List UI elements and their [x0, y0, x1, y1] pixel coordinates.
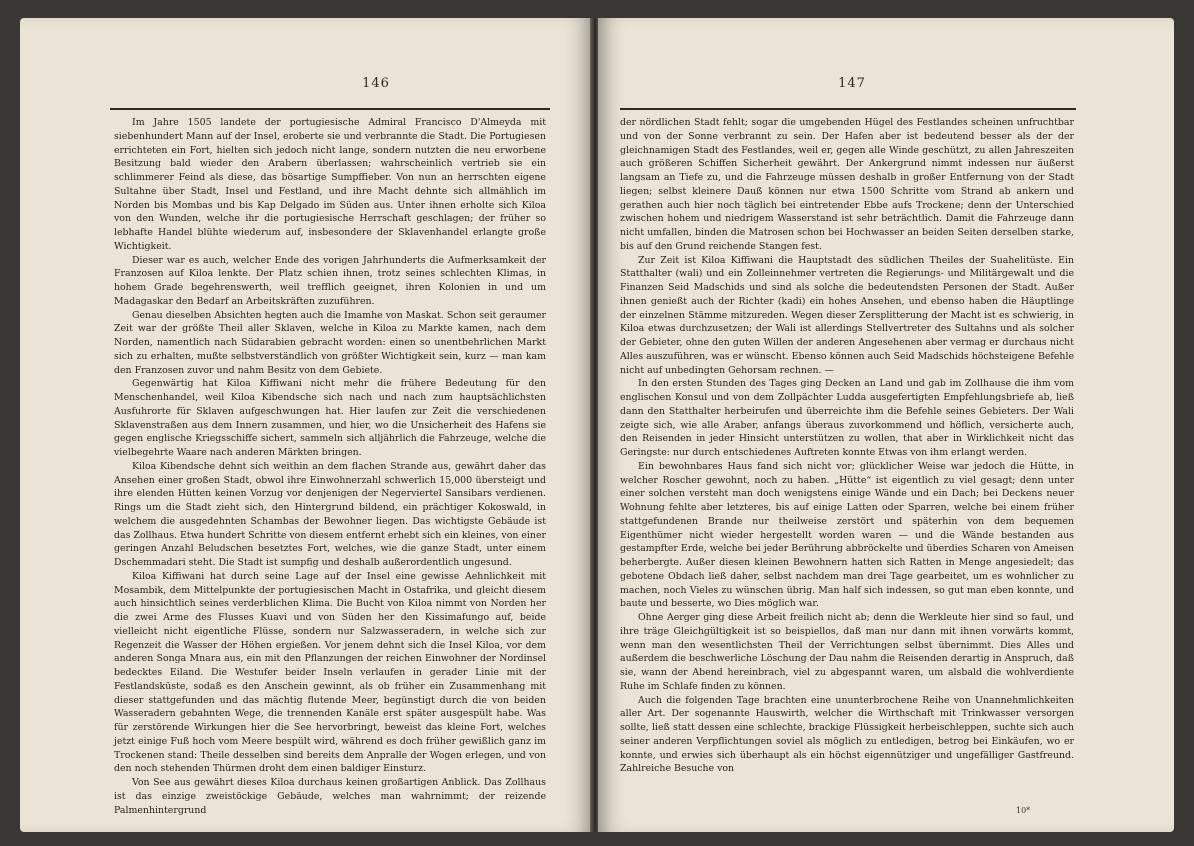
signature-mark: 10*	[1016, 806, 1031, 815]
paragraph: Kiloa Kibendsche dehnt sich weithin an dem flachen Strande aus, gewährt daher das Ansehen einer großen Stadt, obwol ihre Einwohnerzahl schwerlich 15,000 übersteigt und ihre elenden Hütten keinen Vorzug vor denjenigen der Negerviertel Sansibars verdienen. Rings um die Stadt zieht sich, den Hintergrund bildend, ein prächtiger Kokoswald, in welchem die ausgedehnten Schambas der Bewohner liegen. Das wichtigste Gebäude ist das Zollhaus. Etwa hundert Schritte von diesem entfernt erhebt sich ein kleines, von einer geringen Anzahl Beludschen besetztes Fort, welches, wie die ganze Stadt, unter einem Dschemmadari steht. Die Stadt ist sumpfig und deshalb außerordentlich ungesund.	[114, 460, 546, 568]
paragraph: Auch die folgenden Tage brachten eine ununterbrochene Reihe von Unannehmlichkeiten aller Art. Der sogenannte Hauswirth, welcher die Wirthschaft mit Trinkwasser versorgen sollte, ließ statt dessen eine schlechte, brackige Flüssigkeit herbeischleppen, suchte sich auch seiner anderen Verpflichtungen soviel als möglich zu entledigen, betrog bei Einkäufen, wo er konnte, und erwies sich überhaupt als ein höchst eigennütziger und ungefälliger Gastfreund. Zahlreiche Besuche von	[620, 694, 1074, 775]
page-number-left: 146	[362, 76, 390, 91]
paragraph: Kiloa Kiffiwani hat durch seine Lage auf der Insel eine gewisse Aehnlichkeit mit Mosambik, dem Mittelpunkte der portugiesischen Macht in Ostafrika, und gleicht diesem auch hinsichtlich seines verderblichen Klima. Die Bucht von Kiloa nimmt von Norden her die zwei Arme des Flusses Kuavi und von Süden her den Kissimafungo auf, beide vielleicht nicht eigentliche Flüsse, sondern nur Salzwasseradern, in welche sich zur Regenzeit die Wasser der Höhen ergießen. Vor jenem dehnt sich die Insel Kiloa, vor dem anderen Songa Mnara aus, ein mit den Pflanzungen der reichen Einwohner der Nordinsel bedecktes Eiland. Die Westufer beider Inseln verlaufen in gerader Linie mit der Festlandsküste, sodaß es den Anschein gewinnt, als ob früher ein Zusammenhang mit dieser stattgefunden und das mächtig flutende Meer, begünstigt durch die von beiden Wasseradern gebahnten Wege, die trennenden Kanäle erst später ausgespült habe. Was für zerstörende Wirkungen hier die See hervorbringt, beweist das kleine Fort, welches jetzt einige Fuß hoch vom Meere bespült wird, während es doch früher gewißlich ganz im Trockenen stand: Theile desselben sind bereits dem Anpralle der Wogen erlegen, und von den noch stehenden Thürmen droht dem einen baldiger Einsturz.	[114, 570, 546, 775]
header-rule-left	[110, 108, 550, 110]
page-number-right: 147	[838, 76, 866, 91]
paragraph: Ein bewohnbares Haus fand sich nicht vor; glücklicher Weise war jedoch die Hütte, in welcher Roscher gewohnt, noch zu haben. „Hütte“ ist eigentlich zu viel gesagt; denn unter einer solchen versteht man doch wenigstens einige Wände und ein Dach; bei Deckens neuer Wohnung fehlte aber letzteres, bis auf einige Latten oder Sparren, welche bei einem früher stattgefundenen Brande nur theilweise zerstört und späterhin von dem bequemen Eigenthümer nicht wieder hergestellt worden waren — und die Wände bestanden aus gestampfter Erde, welche bei jeder Berührung abbröckelte und überdies Scharen von Ameisen beherbergte. Außer diesen kleinen Bewohnern hatten sich Ratten in Menge angesiedelt; das gebotene Obdach ließ daher, selbst nachdem man drei Tage gearbeitet, um es wohnlicher zu machen, noch Vieles zu wünschen übrig. Man half sich indessen, so gut man eben konnte, und baute und besserte, wo Dies möglich war.	[620, 460, 1074, 610]
left-page	[20, 18, 592, 832]
paragraph: Dieser war es auch, welcher Ende des vorigen Jahrhunderts die Aufmerksamkeit der Franzosen auf Kiloa lenkte. Der Platz schien ihnen, trotz seines schlechten Klimas, in hohem Grade begehrenswerth, weil trefflich geeignet, ihren Kolonien in und um Madagaskar den Bedarf an Arbeitskräften zuzuführen.	[114, 254, 546, 307]
paragraph: Gegenwärtig hat Kiloa Kiffiwani nicht mehr die frühere Bedeutung für den Menschenhandel, weil Kiloa Kibendsche sich nach und nach zum hauptsächlichsten Ausfuhrorte für Sklaven aufgeschwungen hat. Hier laufen zur Zeit die verschiedenen Sklavenstraßen aus dem Innern zusammen, und hier, wo die Unsicherheit des Hafens sie gegen englische Kriegsschiffe sichert, sammeln sich alljährlich die Fahrzeuge, welche die vielbegehrte Waare nach anderen Märkten bringen.	[114, 378, 546, 458]
left-page-text	[114, 116, 546, 817]
paragraph: Genau dieselben Absichten hegten auch die Imamhe von Maskat. Schon seit geraumer Zeit war der größte Theil aller Sklaven, welche in Kiloa zu Markte kamen, nach dem Norden, namentlich nach Südarabien gebracht worden: einen so unentbehrlichen Markt sich zu erhalten, mußte selbstverständlich von größter Wichtigkeit sein, kurz — man kam den Franzosen zuvor und nahm Besitz von dem Gebiete.	[114, 309, 546, 376]
paragraph: In den ersten Stunden des Tages ging Decken an Land und gab im Zollhause die ihm vom englischen Konsul und von dem Zollpächter Ludda ausgefertigten Empfehlungsbriefe ab, ließ dann den Statthalter herbeirufen und überreichte ihm die Befehle seines Gebieters. Der Wali zeigte sich, wie alle Araber, anfangs überaus zuvorkommend und höflich, versicherte auch, den Reisenden in jeder Hinsicht unterstützen zu wollen, that aber in Wirklichkeit nicht das Geringste: nur durch entschiedenes Auftreten konnte Etwas von ihm erlangt werden.	[620, 378, 1074, 458]
right-page-text	[620, 116, 1074, 776]
paragraph: Zur Zeit ist Kiloa Kiffiwani die Hauptstadt des südlichen Theiles der Suahelitüste. Ein Statthalter (wali) und ein Zolleinnehmer vertreten die Regierungs- und Militärgewalt und die Finanzen Seid Madschids und sind als solche die bedeutendsten Personen der Stadt. Außer ihnen genießt auch der Richter (kadi) ein hohes Ansehen, und ebenso haben die Häuptlinge der einzelnen Stämme mitzureden. Wegen dieser Zersplitterung der Macht ist es schwierig, in Kiloa etwas durchzusetzen; der Wali ist allerdings Stellvertreter des Sultahns und als solcher der Gebieter, ohne den guten Willen der anderen Angesehenen aber vermag er durchaus nicht Alles auszuführen, was er wünscht. Ebenso können auch Seid Madschids höchsteigene Befehle nicht auf unbedingten Gehorsam rechnen. —	[620, 254, 1074, 376]
right-page	[598, 18, 1174, 832]
paragraph: der nördlichen Stadt fehlt; sogar die umgebenden Hügel des Festlandes scheinen unfruchtbar und von der Sonne verbrannt zu sein. Der Hafen aber ist bedeutend besser als der der gleichnamigen Stadt des Festlandes, weil er, gegen alle Winde geschützt, zu allen Jahreszeiten auch größeren Schiffen Sicherheit gewährt. Der Ankergrund nimmt indessen nur äußerst langsam an Tiefe zu, und die Fahrzeuge müssen deshalb in großer Entfernung von der Stadt liegen; selbst kleinere Dauß können nur etwa 1500 Schritte vom Strand ab ankern und gerathen auch hier noch täglich bei eintretender Ebbe aufs Trockene; denn der Unterschied zwischen hohem und niedrigem Wasserstand ist sehr beträchtlich. Damit die Fahrzeuge dann nicht umfallen, binden die Matrosen schon bei Hochwasser an beiden Seiten derselben starke, bis auf den Grund reichende Stangen fest.	[620, 117, 1074, 252]
header-rule-right	[620, 108, 1076, 110]
paragraph: Im Jahre 1505 landete der portugiesische Admiral Francisco D'Almeyda mit siebenhundert Mann auf der Insel, eroberte sie und verbrannte die Stadt. Die Portugiesen errichteten ein Fort, hielten sich jedoch nicht lange, sondern nutzten die neu erworbene Besitzung bald wieder den Arabern überlassen; wahrscheinlich vertrieb sie ein schlimmerer Feind als diese, das bösartige Sumpffieber. Von nun an herrschten eigene Sultahne über Stadt, Insel und Festland, und ihre Macht dehnte sich allmählich im Norden bis Mombas und bis Kap Delgado im Süden aus. Unter ihnen erholte sich Kiloa von den Wunden, welche ihr die portugiesische Herrschaft geschlagen; der früher so lebhafte Handel blühte wiederum auf, insbesondere der Sklavenhandel erlangte große Wichtigkeit.	[114, 117, 546, 252]
paragraph: Von See aus gewährt dieses Kiloa durchaus keinen großartigen Anblick. Das Zollhaus ist das einzige zweistöckige Gebäude, welches man wahrnimmt; der reizende Palmenhintergrund	[114, 777, 546, 816]
paragraph: Ohne Aerger ging diese Arbeit freilich nicht ab; denn die Werkleute hier sind so faul, und ihre träge Gleichgültigkeit ist so beispiellos, daß man nur dann mit ihnen vorwärts kommt, wenn man den wesentlichsten Theil der Verrichtungen selbst übernimmt. Dies Alles und außerdem die beschwerliche Löschung der Dau nahm die Reisenden derartig in Anspruch, daß sie, wann der Abend hereinbrach, viel zu abgespannt waren, um alsbald die wohlverdiente Ruhe im Schlafe finden zu können.	[620, 612, 1074, 692]
